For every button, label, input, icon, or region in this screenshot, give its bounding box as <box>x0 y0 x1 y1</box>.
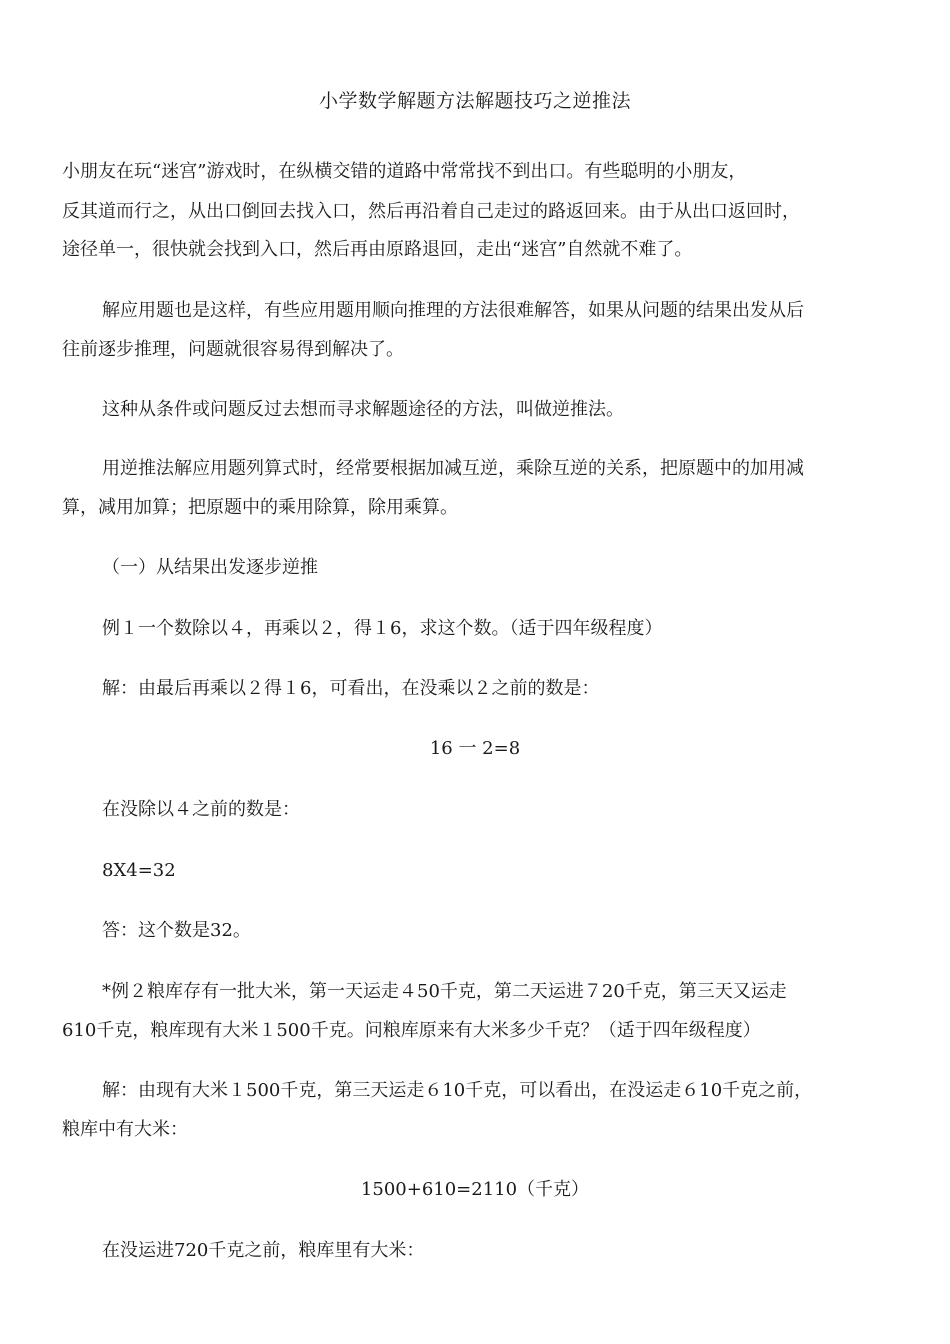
example-2-formula-1: 1500+610=2110（千克） <box>360 1179 590 1200</box>
paragraph-3: 这种从条件或问题反过去想而寻求解题途径的方法，叫做逆推法。 <box>102 399 624 420</box>
intro-line-3: 途径单一，很快就会找到入口，然后再由原路退回，走出“迷宫”自然就不难了。 <box>62 239 693 260</box>
example-1-formula-2: 8X4=32 <box>102 860 176 881</box>
example-2-question-line-2: 610千克，粮库现有大米１500千克。问粮库原来有大米多少千克？（适于四年级程度） <box>62 1020 761 1041</box>
example-1-answer: 答：这个数是32。 <box>102 920 251 941</box>
example-1-step-2: 在没除以４之前的数是： <box>102 799 300 820</box>
example-2-solution-line-1: 解：由现有大米１500千克，第三天运走６10千克，可以看出，在没运走６10千克之前， <box>102 1080 813 1101</box>
document-title: 小学数学解题方法解题技巧之逆推法 <box>318 90 631 112</box>
paragraph-2-line-2: 往前逐步推理，问题就很容易得到解决了。 <box>62 339 404 360</box>
paragraph-2-line-1: 解应用题也是这样，有些应用题用顺向推理的方法很难解答，如果从问题的结果出发从后 <box>102 300 804 321</box>
paragraph-4-line-1: 用逆推法解应用题列算式时，经常要根据加减互逆，乘除互逆的关系，把原题中的加用减 <box>102 458 804 479</box>
example-1-formula-1: 16 一 2=8 <box>429 738 521 759</box>
example-2-step-2: 在没运进720千克之前，粮库里有大米： <box>102 1240 425 1261</box>
example-2-solution-line-2: 粮库中有大米： <box>62 1119 188 1140</box>
example-2-question-line-1: *例２粮库存有一批大米，第一天运走４50千克，第二天运进７20千克，第三天又运走 <box>102 981 787 1002</box>
example-1-solution: 解：由最后再乘以２得１6，可看出，在没乘以２之前的数是： <box>102 678 600 699</box>
paragraph-4-line-2: 算，减用加算；把原题中的乘用除算，除用乘算。 <box>62 497 458 518</box>
section-heading: （一）从结果出发逐步逆推 <box>102 557 318 578</box>
intro-line-1: 小朋友在玩“迷宫”游戏时，在纵横交错的道路中常常找不到出口。有些聪明的小朋友， <box>62 161 747 182</box>
example-1-question: 例１一个数除以４，再乘以２，得１6，求这个数。（适于四年级程度） <box>102 618 663 639</box>
intro-line-2: 反其道而行之，从出口倒回去找入口，然后再沿着自己走过的路返回来。由于从出口返回时， <box>62 201 800 222</box>
